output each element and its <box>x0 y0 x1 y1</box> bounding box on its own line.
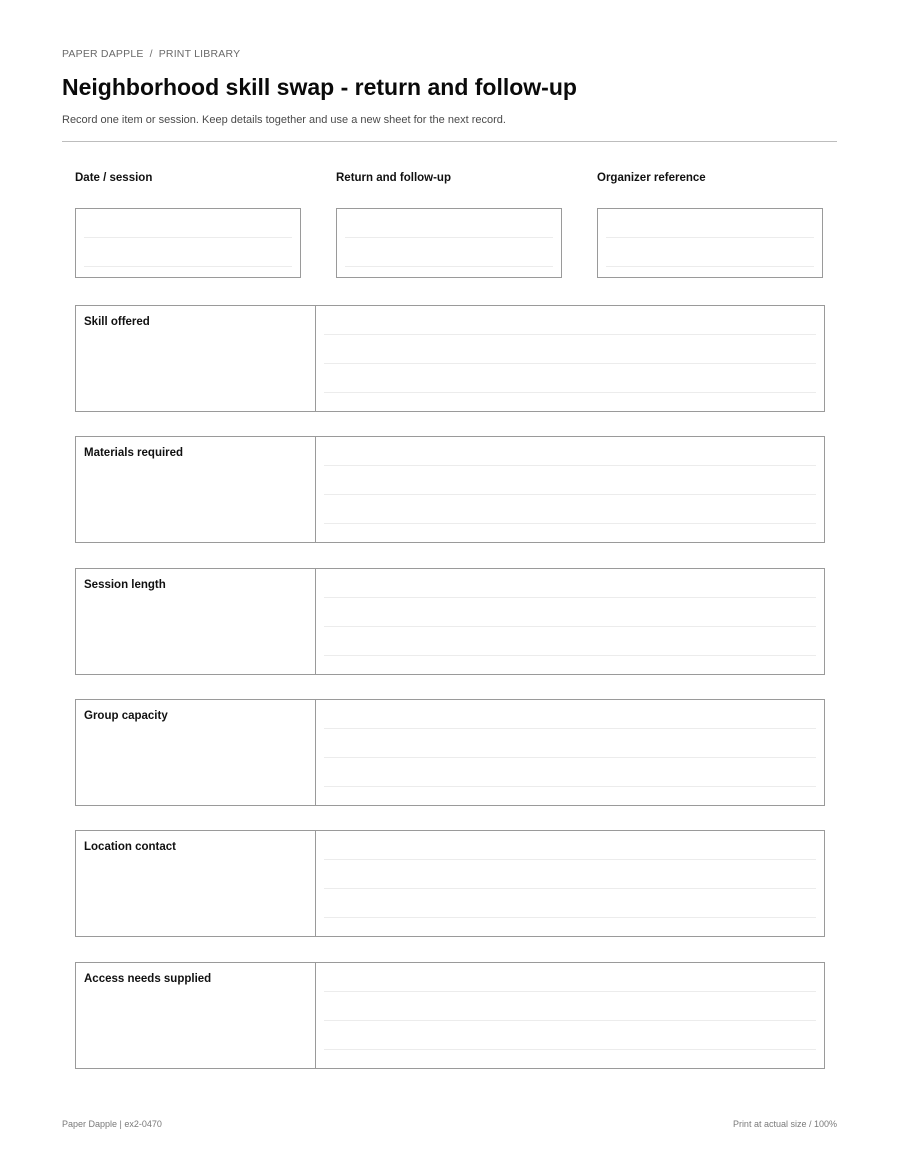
row-label-cell <box>76 437 316 542</box>
session-length-row <box>75 568 825 675</box>
writing-line <box>606 266 814 267</box>
row-label-cell <box>76 831 316 936</box>
date-session-label: Date / session <box>75 172 153 184</box>
writing-line <box>84 266 292 267</box>
session-length-field[interactable] <box>316 569 824 674</box>
writing-line <box>84 237 292 238</box>
breadcrumb-separator: / <box>149 48 153 60</box>
writing-line <box>324 786 816 787</box>
footer-print-note: Print at actual size / 100% <box>732 1119 837 1129</box>
skill-offered-row <box>75 305 825 412</box>
skill-offered-label: Skill offered <box>84 316 150 328</box>
writing-line <box>324 757 816 758</box>
group-capacity-field[interactable] <box>316 700 824 805</box>
writing-line <box>324 465 816 466</box>
materials-required-row <box>75 436 825 543</box>
writing-line <box>324 728 816 729</box>
row-label-cell <box>76 700 316 805</box>
writing-line <box>324 1049 816 1050</box>
writing-line <box>324 597 816 598</box>
writing-line <box>324 363 816 364</box>
materials-required-label: Materials required <box>84 447 184 459</box>
organizer-reference-field[interactable] <box>597 208 823 278</box>
footer-reference: Paper Dapple | ex2-0470 <box>62 1119 162 1129</box>
access-needs-supplied-row <box>75 962 825 1069</box>
row-label-cell <box>76 963 316 1068</box>
date-session-field[interactable] <box>75 208 301 278</box>
writing-line <box>324 888 816 889</box>
writing-line <box>324 494 816 495</box>
writing-line <box>324 334 816 335</box>
materials-required-field[interactable] <box>316 437 824 542</box>
writing-line <box>324 392 816 393</box>
skill-offered-field[interactable] <box>316 306 824 411</box>
writing-line <box>345 237 553 238</box>
return-follow-up-label: Return and follow-up <box>336 172 451 184</box>
location-contact-label: Location contact <box>84 841 177 853</box>
organizer-reference-label: Organizer reference <box>597 172 706 184</box>
header-divider <box>62 141 837 142</box>
writing-line <box>324 655 816 656</box>
breadcrumb-brand: PAPER DAPPLE <box>62 48 144 60</box>
page-subtitle: Record one item or session. Keep details together and use a new sheet for the next record. <box>62 114 506 126</box>
writing-line <box>324 917 816 918</box>
writing-line <box>324 1020 816 1021</box>
writing-line <box>324 859 816 860</box>
location-contact-field[interactable] <box>316 831 824 936</box>
writing-line <box>345 266 553 267</box>
page-title: Neighborhood skill swap - return and follow-up <box>62 74 577 100</box>
writing-line <box>324 523 816 524</box>
group-capacity-row <box>75 699 825 806</box>
breadcrumb-section: PRINT LIBRARY <box>158 48 241 60</box>
writing-line <box>324 626 816 627</box>
access-needs-supplied-field[interactable] <box>316 963 824 1068</box>
return-follow-up-field[interactable] <box>336 208 562 278</box>
row-label-cell <box>76 306 316 411</box>
row-label-cell <box>76 569 316 674</box>
writing-line <box>324 991 816 992</box>
session-length-label: Session length <box>84 579 166 591</box>
writing-line <box>606 237 814 238</box>
breadcrumb <box>62 48 240 60</box>
access-needs-supplied-label: Access needs supplied <box>84 973 212 985</box>
group-capacity-label: Group capacity <box>84 710 168 722</box>
location-contact-row <box>75 830 825 937</box>
